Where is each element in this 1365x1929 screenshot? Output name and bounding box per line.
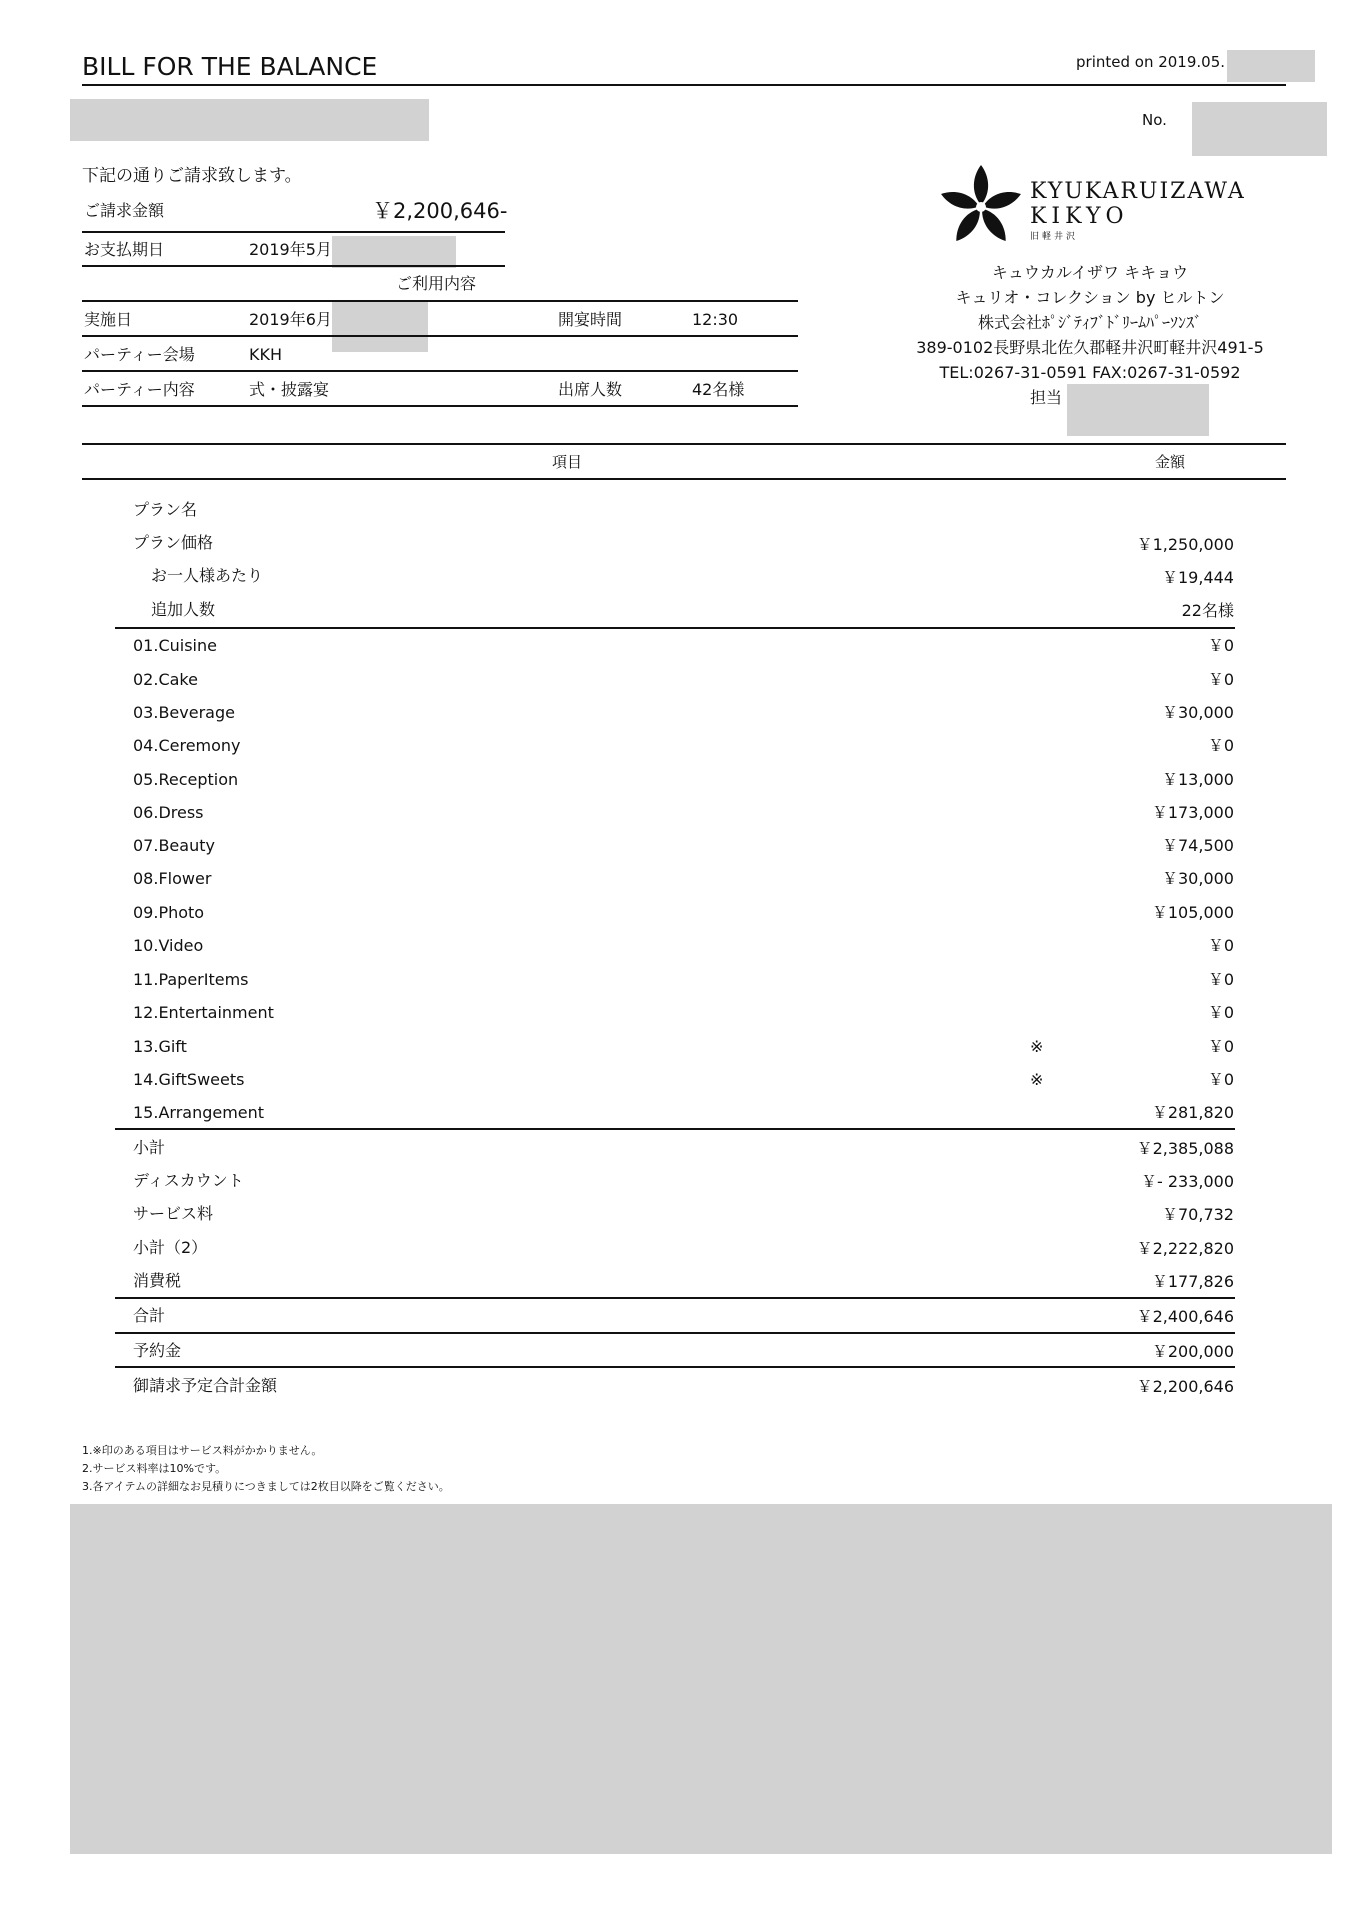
redacted-bill-number [1192,102,1327,156]
item-value: ￥0 [1207,736,1234,755]
plan-bottom-rule [115,627,1235,629]
party-content-rule [82,405,798,407]
bill-number-label: No. [1142,111,1167,129]
deposit-value: ￥200,000 [1151,1342,1234,1361]
printed-on-date: printed on 2019.05. [1076,53,1226,71]
items-bottom-rule [115,1128,1235,1130]
item-label: 15.Arrangement [133,1103,265,1122]
redacted-recipient [70,99,429,141]
plan-price-value: ￥1,250,000 [1136,535,1234,554]
party-content-label: パーティー内容 [84,380,195,399]
item-value: ￥0 [1207,636,1234,655]
item-label: 10.Video [133,936,204,955]
tax-bottom-rule [115,1297,1235,1299]
company-address: 389-0102長野県北佐久郡軽井沢町軽井沢491-5 [916,338,1264,357]
logo-small-text: 旧軽井沢 [1030,232,1079,242]
deposit-bottom-rule [115,1366,1235,1368]
item-value: ￥30,000 [1162,869,1234,888]
amount-label: ご請求金額 [84,201,165,220]
item-value: ￥0 [1207,970,1234,989]
extra-guests-label: 追加人数 [151,600,216,619]
guest-count-label: 出席人数 [558,380,623,399]
plan-name-label: プラン名 [133,500,198,519]
note-line: 2.サービス料率は10%です。 [82,1462,227,1475]
item-label: 14.GiftSweets [133,1070,245,1089]
item-value: ￥281,820 [1151,1103,1234,1122]
grand-total-label: 御請求予定合計金額 [133,1376,278,1395]
table-header-rule [82,478,1286,480]
no-service-charge-mark: ※ [1030,1070,1044,1089]
logo-wordmark-line1: KYUKARUIZAWA [1030,179,1246,204]
guest-count-value: 42名様 [692,380,745,399]
discount-label: ディスカウント [133,1171,244,1190]
item-label: 02.Cake [133,670,198,689]
item-label: 07.Beauty [133,836,215,855]
amount-value: ￥2,200,646- [372,199,508,223]
due-rule [82,265,505,267]
item-label: 13.Gift [133,1037,187,1056]
company-kana-name: キュウカルイザワ キキョウ [991,263,1189,282]
deposit-label: 予約金 [133,1341,182,1360]
redacted-due-day [332,236,456,268]
tax-value: ￥177,826 [1151,1272,1234,1291]
venue-label: パーティー会場 [84,345,195,364]
tax-label: 消費税 [133,1271,182,1290]
item-value: ￥0 [1207,1070,1234,1089]
logo-wordmark-line2: KIKYO [1030,204,1129,229]
contact-person-label: 担当 [1030,388,1063,407]
subtotal-label: 小計 [133,1138,166,1157]
due-date-value: 2019年5月 [249,240,332,259]
event-date-rule [82,335,798,337]
plan-price-label: プラン価格 [133,533,214,552]
item-label: 04.Ceremony [133,736,241,755]
note-line: 1.※印のある項目はサービス料がかかりません。 [82,1444,323,1457]
column-header-item: 項目 [551,453,582,471]
event-date-value: 2019年6月 [249,310,332,329]
column-header-amount: 金額 [1154,453,1185,471]
item-value: ￥30,000 [1162,703,1234,722]
extra-guests-value: 22名様 [1181,601,1234,620]
table-top-rule [82,443,1286,445]
subtotal2-value: ￥2,222,820 [1136,1239,1234,1258]
discount-value: ￥- 233,000 [1140,1172,1234,1191]
amount-rule [82,231,505,233]
total-value: ￥2,400,646 [1136,1307,1234,1326]
total-bottom-rule [115,1332,1235,1334]
venue-value: KKH [249,345,283,364]
redacted-bottom-section [70,1504,1332,1854]
note-line: 3.各アイテムの詳細なお見積りにつきましては2枚目以降をご覧ください。 [82,1480,450,1493]
item-label: 09.Photo [133,903,205,922]
intro-text: 下記の通りご請求致します。 [82,166,302,186]
item-label: 01.Cuisine [133,636,217,655]
venue-rule [82,370,798,372]
item-value: ￥0 [1207,1003,1234,1022]
redacted-contact-name [1067,384,1209,436]
item-value: ￥173,000 [1151,803,1234,822]
header-rule [82,84,1286,86]
item-value: ￥74,500 [1162,836,1234,855]
event-date-label: 実施日 [84,310,133,329]
redacted-print-date [1227,50,1315,82]
grand-total-value: ￥2,200,646 [1136,1377,1234,1396]
item-value: ￥13,000 [1162,770,1234,789]
company-collection: キュリオ・コレクション by ヒルトン [955,288,1225,307]
usage-rule [82,300,798,302]
item-label: 06.Dress [133,803,204,822]
per-person-value: ￥19,444 [1162,568,1234,587]
item-label: 08.Flower [133,869,212,888]
item-label: 03.Beverage [133,703,235,722]
service-charge-label: サービス料 [133,1204,214,1223]
item-value: ￥0 [1207,670,1234,689]
company-tel-fax: TEL:0267-31-0591 FAX:0267-31-0592 [939,363,1241,382]
company-corporation: 株式会社ﾎﾟｼﾞﾃｨﾌﾞﾄﾞﾘｰﾑﾊﾟｰｿﾝｽﾞ [977,313,1202,332]
service-charge-value: ￥70,732 [1162,1205,1234,1224]
item-value: ￥0 [1207,1037,1234,1056]
item-label: 12.Entertainment [133,1003,274,1022]
item-value: ￥105,000 [1151,903,1234,922]
subtotal2-label: 小計（2） [133,1238,208,1257]
per-person-label: お一人様あたり [151,566,264,585]
start-time-label: 開宴時間 [558,310,623,329]
party-content-value: 式・披露宴 [249,380,330,399]
due-date-label: お支払期日 [84,240,165,259]
item-label: 11.PaperItems [133,970,249,989]
kikyo-flower-logo-icon [937,163,1025,247]
item-value: ￥0 [1207,936,1234,955]
usage-heading: ご利用内容 [396,274,477,293]
subtotal-value: ￥2,385,088 [1136,1139,1234,1158]
total-label: 合計 [133,1306,166,1325]
start-time-value: 12:30 [692,310,739,329]
document-title: BILL FOR THE BALANCE [82,52,378,81]
no-service-charge-mark: ※ [1030,1037,1044,1056]
item-label: 05.Reception [133,770,239,789]
redacted-event-day [332,302,428,352]
